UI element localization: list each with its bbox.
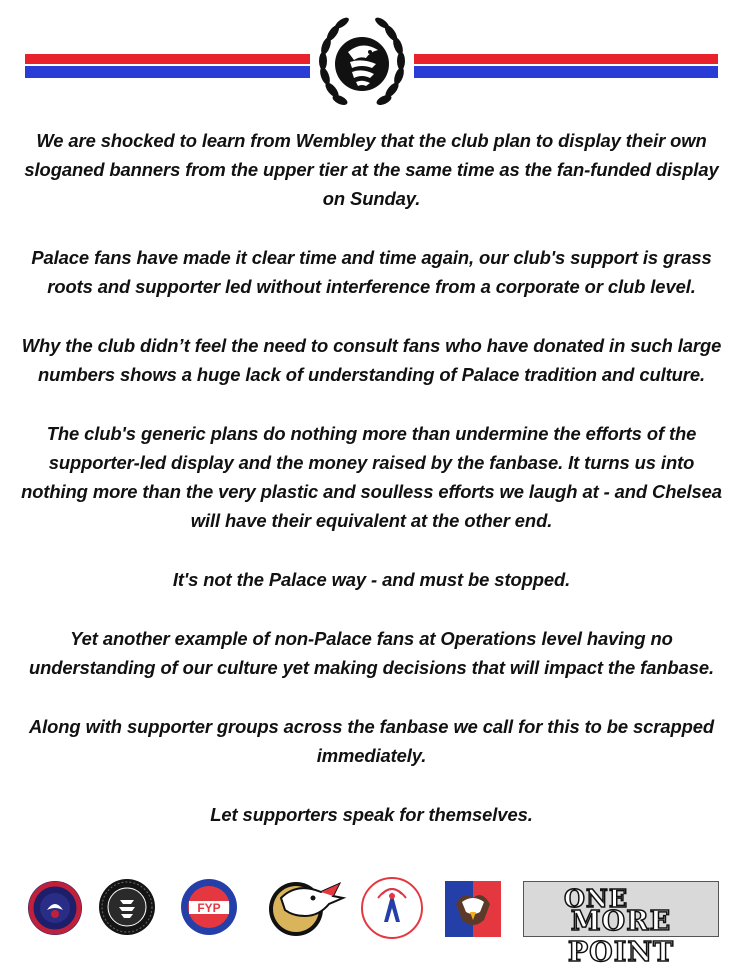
paragraph-generic-plans: The club's generic plans do nothing more than undermine the efforts of the supporter-led display and the money raised by the fanbase. It turns us into nothing more than the very plastic and soulless efforts we laugh at - and Chelsea will have their equivalent at the other end.: [21, 423, 722, 531]
paragraph-let-supporters-speak: Let supporters speak for themselves.: [210, 804, 533, 825]
eagle-head-logo-icon: [263, 876, 345, 943]
holmesdale-road-logo-icon: [98, 878, 156, 941]
svg-text:FYP: FYP: [197, 901, 221, 915]
paragraph-operations-level: Yet another example of non-Palace fans at Operations level having no understanding of our culture yet making decisions that will impact the fanbase.: [29, 628, 714, 678]
statement-text: [14, 126, 729, 859]
paragraph-grass-roots: Palace fans have made it clear time and time again, our club's support is grass roots and supporter led without interference from a corporate or club level.: [31, 247, 712, 297]
one-more-point-logo-icon: [523, 881, 719, 968]
paragraph-consult-fans: Why the club didn’t feel the need to consult fans who have donated in such large numbers shows a huge lack of understanding of Palace tradition and culture.: [21, 335, 722, 385]
laurel-wreath-eagle-crest-icon: [310, 12, 414, 116]
paragraph-call-to-scrap: Along with supporter groups across the fanbase we call for this to be scrapped immediately.: [28, 716, 715, 766]
one-more-point-line2: MORE POINT: [567, 906, 675, 968]
one-more-point-line1: ONE: [564, 884, 629, 913]
paragraph-palace-way: It's not the Palace way - and must be stopped.: [172, 569, 571, 590]
paragraph-wembley-banners: We are shocked to learn from Wembley that the club plan to display their own sloganed banners from the upper tier at the same time as the fan-funded display on Sunday.: [24, 130, 719, 209]
eagle-shield-logo-icon: [444, 880, 502, 943]
fyp-logo-icon: [180, 878, 238, 941]
holmesdale-fanatics-logo-icon: [27, 880, 83, 941]
we-are-palace-logo-icon: [360, 876, 424, 945]
